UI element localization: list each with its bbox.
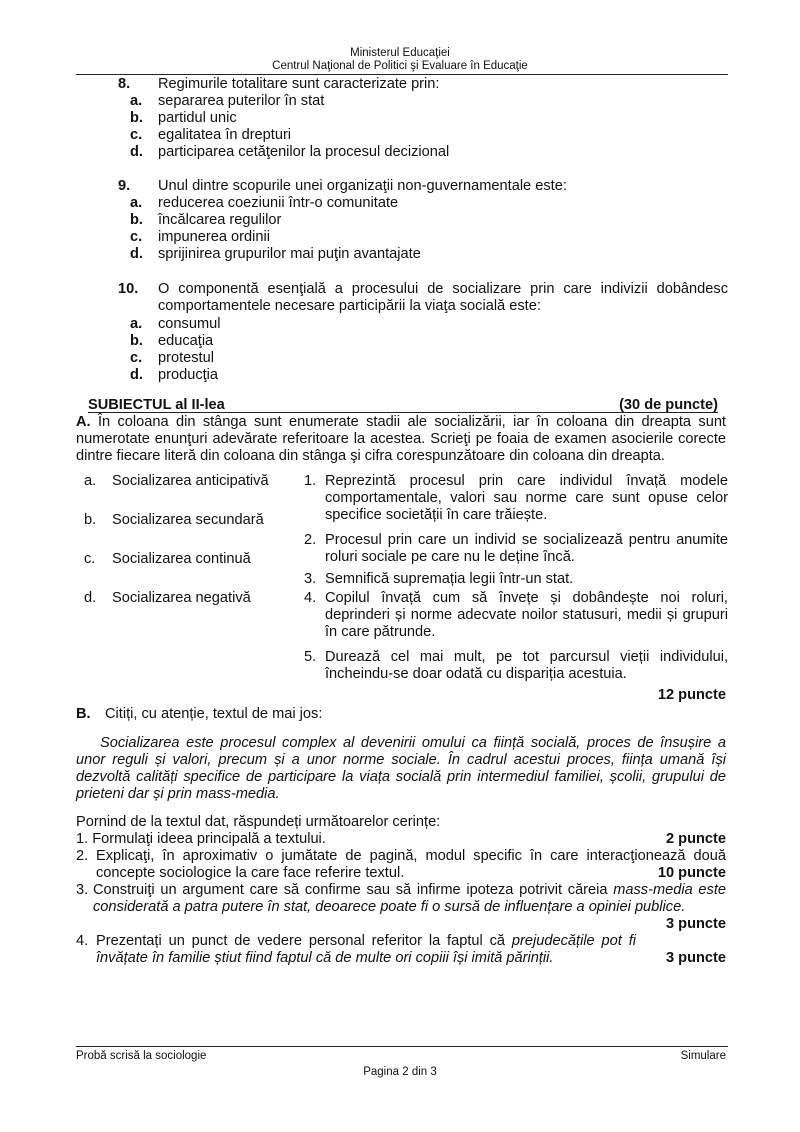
right-item-2 [304,532,728,566]
header-center: Centrul Naţional de Politici şi Evaluare în Educaţie [272,60,528,72]
option-letter: c. [130,127,143,143]
right-item-3 [304,571,728,588]
task-points: 2 puncte [665,831,726,847]
question-text: O componentă esenţială a procesului de socializare prin care indivizii dobândesc comportamentele necesare participării la viaţa socială este: [158,281,728,314]
question-number: 10. [118,281,139,297]
task-points: 3 puncte [665,950,726,966]
task-text-italic: prejudecățile pot fi învățate în familie știut fiind faptul că de multe ori copiii își imită părinții. [96,933,636,966]
task-3 [76,882,726,933]
part-a-instructions [76,414,726,465]
task-text-plain: Construiţi un argument care să confirme sau să infirme ipoteza potrivit căreia [93,882,614,898]
task-number: 3. [76,882,89,898]
question-text: Unul dintre scopurile unei organizaţii non-guvernamentale este: [158,178,567,194]
task-4 [76,933,726,967]
right-item-number: 5. [304,649,317,665]
task-text-italic: mass-media este considerată a patra putere în stat, deoarece poate fi o sursă de influențare a opiniei publice. [93,882,726,915]
option-letter: a. [130,93,143,109]
footer-exam-name: Probă scrisă la sociologie [76,1050,207,1062]
option-letter: a. [130,316,143,332]
option-letter: c. [130,350,143,366]
left-item-a [84,473,294,490]
option-letter: d. [130,144,143,160]
part-b-intro [76,706,726,723]
right-item-5 [304,649,728,683]
option-text: protestul [158,350,214,366]
right-item-number: 1. [304,473,317,489]
right-item-4 [304,590,728,641]
option-text: educaţia [158,333,214,349]
part-a-text: În coloana din stânga sunt enumerate stadii ale socializării, iar în coloana din dreapta sunt numerotate enunţuri adevărate referitoare la acestea. Scrieţi pe foaia de examen asocierile corecte dintre fiecare literă din coloana din stânga şi cifra corespunzătoare din coloana din dreapta. [76,414,726,464]
left-item-letter: c. [84,551,96,567]
footer-rule [76,1046,728,1047]
left-item-letter: b. [84,512,97,528]
option-text: consumul [158,316,221,332]
task-text-plain: Prezentați un punct de vedere personal referitor la faptul că [96,933,512,949]
left-item-text: Socializarea negativă [112,590,251,606]
right-item-number: 2. [304,532,317,548]
subject-points: (30 de puncte) [619,397,718,413]
option-text: egalitatea în drepturi [158,127,292,143]
right-item-1 [304,473,728,524]
header-rule [76,74,728,75]
part-a-label: A. [76,414,91,430]
task-points: 10 puncte [657,865,726,881]
option-letter: c. [130,229,143,245]
part-b-label: B. [76,706,91,722]
subject-rule [88,412,718,413]
option-text: reducerea coeziunii într-o comunitate [158,195,399,211]
task-1 [76,831,726,848]
task-text [96,933,726,967]
header-ministry: Ministerul Educaţiei [350,47,450,59]
right-item-text: Reprezintă procesul prin care individul învață modele comportamentale, valori sau norme care sunt opuse celor specifice societății în care trăiește. [325,473,728,523]
right-item-number: 4. [304,590,317,606]
left-item-letter: a. [84,473,97,489]
option-letter: d. [130,367,143,383]
subject-title: SUBIECTUL al II-lea [88,397,225,413]
option-letter: a. [130,195,143,211]
page-number: Pagina 2 din 3 [363,1066,437,1078]
left-item-d [84,590,294,607]
question-number: 8. [118,76,131,92]
option-text: încălcarea regulilor [158,212,282,228]
task-number: 2. [76,848,89,864]
left-item-letter: d. [84,590,97,606]
footer-session: Simulare [680,1050,726,1062]
task-intro: Pornind de la textul dat, răspundeți următoarelor cerințe: [76,814,441,830]
question-number: 9. [118,178,131,194]
option-text: impunerea ordinii [158,229,270,245]
right-item-text: Durează cel mai mult, pe tot parcursul vieții individului, încheindu-se doar odată cu dispariția acestuia. [325,649,728,682]
right-item-number: 3. [304,571,317,587]
task-text: Explicaţi, în aproximativ o jumătate de pagină, modul specific în care interacţionează două concepte sociologice la care face referire textul. [96,848,726,881]
task-number: 4. [76,933,89,949]
option-letter: b. [130,110,143,126]
option-letter: b. [130,212,143,228]
right-item-text: Procesul prin care un individ se socializează pentru anumite roluri sociale pe care nu le deține încă. [325,532,728,565]
left-item-text: Socializarea anticipativă [112,473,269,489]
task-text: Formulaţi ideea principală a textului. [92,831,326,847]
reading-passage: Socializarea este procesul complex al devenirii omului ca ființă socială, proces de însușire a unor reguli și valori, precum și a unor norme sociale. În cadrul acestui proces, ființa umană își dezvoltă calități specifice de participare la viața socială prin intermediul familiei, școlii, grupului de prieteni dar și prin mass-media. [76,735,726,802]
left-item-text: Socializarea secundară [112,512,264,528]
task-number: 1. [76,831,89,847]
right-item-text: Semnifică supremația legii într-un stat. [325,571,574,587]
option-text: separarea puterilor în stat [158,93,325,109]
part-a-points: 12 puncte [657,687,726,703]
option-text: producţia [158,367,219,383]
left-item-b [84,512,294,529]
option-text: participarea cetăţenilor la procesul decizional [158,144,450,160]
left-item-text: Socializarea continuă [112,551,251,567]
option-text: sprijinirea grupurilor mai puţin avantajate [158,246,421,262]
option-letter: d. [130,246,143,262]
option-text: partidul unic [158,110,237,126]
question-text: Regimurile totalitare sunt caracterizate prin: [158,76,440,92]
option-letter: b. [130,333,143,349]
part-b-intro-text: Citiți, cu atenție, textul de mai jos: [105,706,323,722]
left-item-c [84,551,294,568]
right-item-text: Copilul învață cum să învețe și dobândește noi roluri, deprinderi și norme adecvate noilor statusuri, medii și grupuri în care pătrunde. [325,590,728,640]
task-points: 3 puncte [665,916,726,932]
task-text [93,882,726,916]
task-2 [76,848,726,882]
